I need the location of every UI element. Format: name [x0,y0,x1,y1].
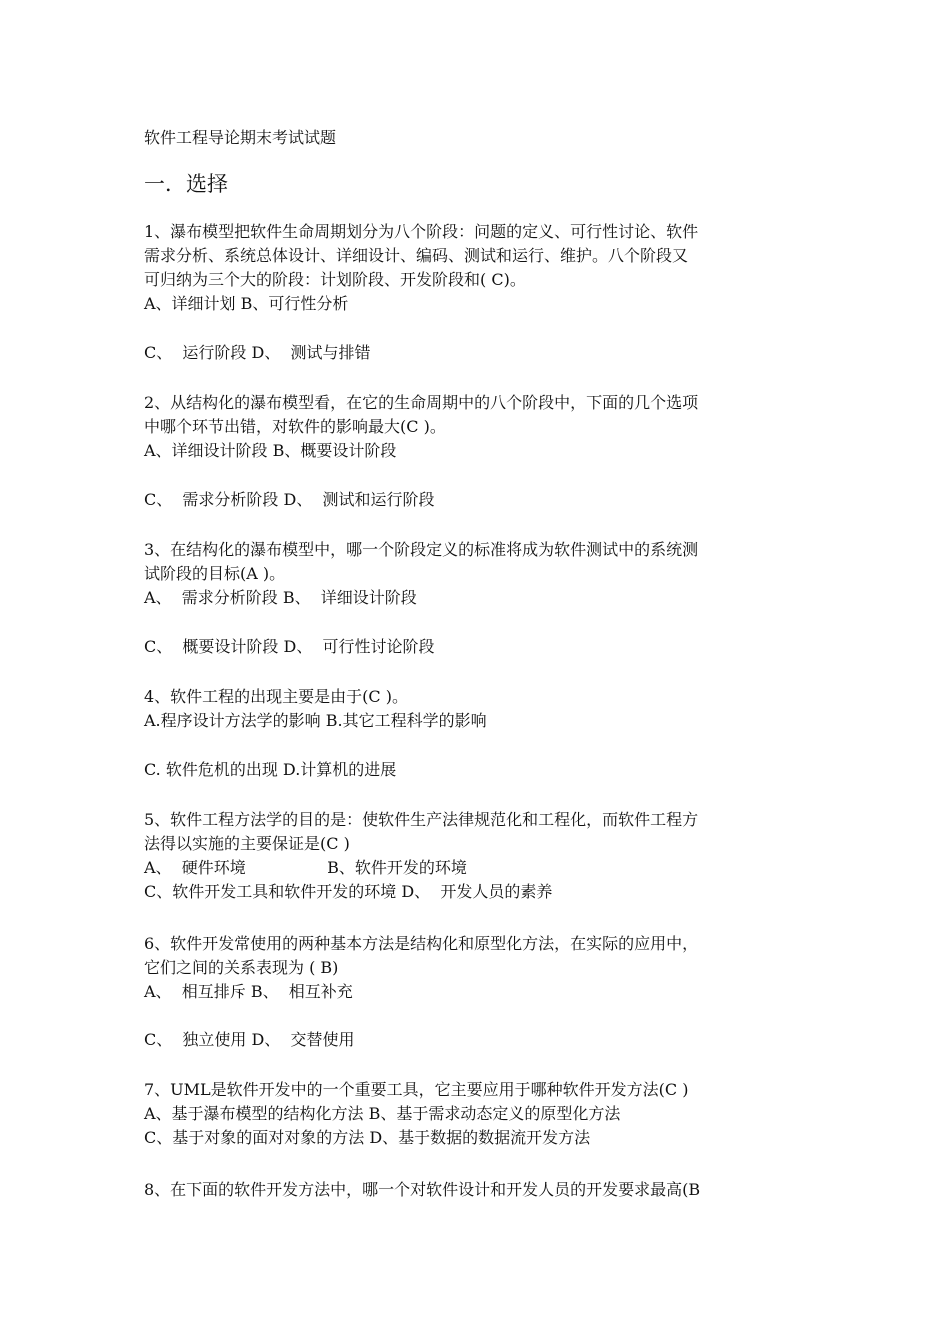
question-4-options-cd: C. 软件危机的出现 D.计算机的进展 [144,760,397,779]
question-2-options-ab: A、详细设计阶段 B、概要设计阶段 [144,441,397,460]
question-6-options-cd: C、 独立使用 D、 交替使用 [144,1030,355,1049]
question-1-stem-line-1: 1、瀑布模型把软件生命周期划分为八个阶段：问题的定义、可行性讨论、软件 [144,222,699,241]
question-5-options-cd: C、软件开发工具和软件开发的环境 D、 开发人员的素养 [144,882,553,901]
section-heading: 一．选择 [144,172,228,196]
question-1-stem-line-3: 可归纳为三个大的阶段：计划阶段、开发阶段和( C)。 [144,270,526,289]
question-1-stem-line-2: 需求分析、系统总体设计、详细设计、编码、测试和运行、维护。八个阶段又 [144,246,689,265]
question-5-options-ab: A、 硬件环境 B、软件开发的环境 [144,858,467,877]
question-4-options-ab: A.程序设计方法学的影响 B.其它工程科学的影响 [144,711,487,730]
question-2-stem-line-2: 中哪个环节出错，对软件的影响最大(C )。 [144,417,446,436]
question-3-stem-line-2: 试阶段的目标(A )。 [144,564,286,583]
question-3-stem-line-1: 3、在结构化的瀑布模型中，哪一个阶段定义的标准将成为软件测试中的系统测 [144,540,699,559]
question-6-stem-line-2: 它们之间的关系表现为 ( B) [144,958,339,977]
question-5-stem-line-1: 5、软件工程方法学的目的是：使软件生产法律规范化和工程化，而软件工程方 [144,810,699,829]
document-page [144,0,824,1199]
question-6-options-ab: A、 相互排斥 B、 相互补充 [144,982,353,1001]
question-3-options-ab: A、 需求分析阶段 B、 详细设计阶段 [144,588,417,607]
question-6-stem-line-1: 6、软件开发常使用的两种基本方法是结构化和原型化方法，在实际的应用中， [144,934,699,953]
question-7-options-cd: C、基于对象的面对对象的方法 D、基于数据的数据流开发方法 [144,1128,591,1147]
question-1-options-ab: A、详细计划 B、可行性分析 [144,294,349,313]
question-3-options-cd: C、 概要设计阶段 D、 可行性讨论阶段 [144,637,435,656]
question-2-stem-line-1: 2、从结构化的瀑布模型看，在它的生命周期中的八个阶段中，下面的几个选项 [144,393,699,412]
question-8-stem-line-1: 8、在下面的软件开发方法中，哪一个对软件设计和开发人员的开发要求最高(B [144,1180,701,1199]
question-7-stem-line-1: 7、UML是软件开发中的一个重要工具，它主要应用于哪种软件开发方法(C ) [144,1080,689,1099]
question-4-stem-line-1: 4、软件工程的出现主要是由于(C )。 [144,687,408,706]
question-7-options-ab: A、基于瀑布模型的结构化方法 B、基于需求动态定义的原型化方法 [144,1104,621,1123]
document-title: 软件工程导论期末考试试题 [144,128,337,147]
question-5-stem-line-2: 法得以实施的主要保证是(C ) [144,834,350,853]
question-1-options-cd: C、 运行阶段 D、 测试与排错 [144,343,371,362]
question-2-options-cd: C、 需求分析阶段 D、 测试和运行阶段 [144,490,435,509]
